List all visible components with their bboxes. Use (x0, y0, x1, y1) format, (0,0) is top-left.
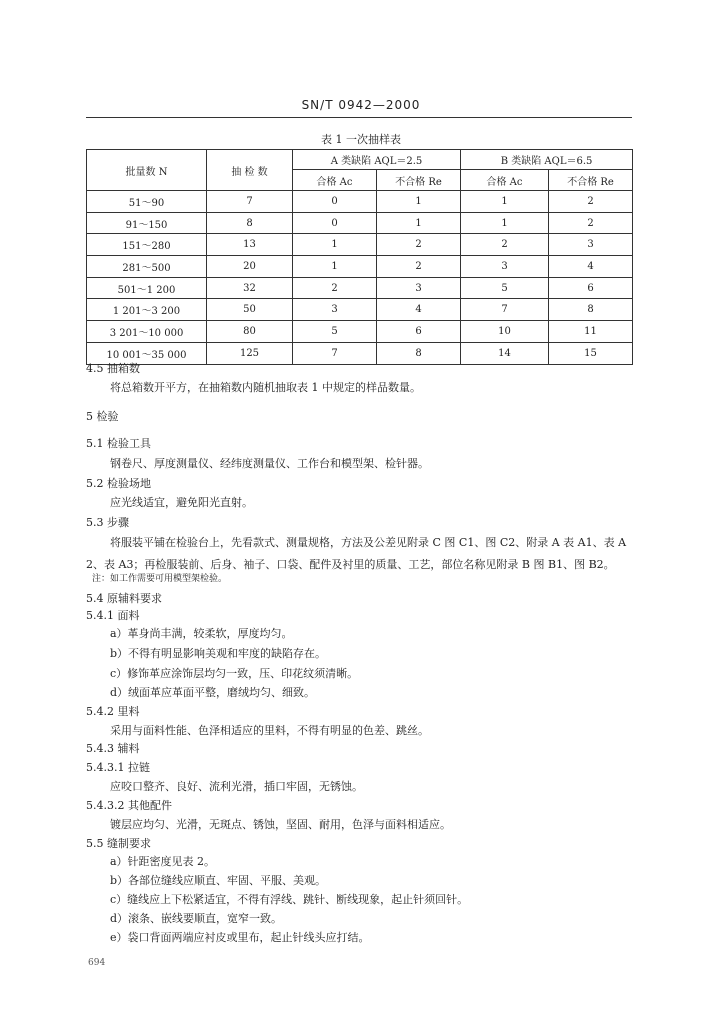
section-5-3-text: 将服装平铺在检验台上，先看款式、测量规格，方法及公差见附录 C 图 C1、图 C2、附录 A 表 A1、表 A2、表 A3；再检服装前、后身、袖子、口袋、配件及衬里的质量、工艺，部位名称见附录 B 图 B1、图 B2。 (86, 536, 627, 571)
section-4-5-heading: 4.5 抽箱数 (86, 362, 140, 375)
group-a-header: A 类缺陷 AQL＝2.5 (293, 150, 461, 170)
table-cell: 3 (549, 234, 633, 256)
table-row (87, 191, 633, 213)
table-cell: 1 (293, 234, 377, 256)
table-cell: 2 (377, 256, 461, 278)
sub-header-b-accept: 合格 Ac (461, 170, 549, 191)
table-cell: 13 (207, 234, 293, 256)
table-cell: 5 (293, 321, 377, 343)
section-5-4-3-2-heading: 5.4.3.2 其他配件 (86, 799, 172, 812)
table-cell: 2 (461, 234, 549, 256)
section-5-3-note: 注：如工作需要可用模型架检验。 (92, 574, 228, 584)
section-5-5-c: c）缝线应上下松紧适宜，不得有浮线、跳针、断线现象，起止针须回针。 (110, 893, 469, 906)
section-5-2-text: 应光线适宜，避免阳光直射。 (110, 496, 253, 509)
table-cell: 20 (207, 256, 293, 278)
section-5-heading: 5 检验 (86, 410, 119, 423)
group-b-header: B 类缺陷 AQL＝6.5 (461, 150, 633, 170)
table-cell: 0 (293, 212, 377, 234)
table-cell: 10 (461, 321, 549, 343)
section-5-1-text: 钢卷尺、厚度测量仪、经纬度测量仪、工作台和模型架、检针器。 (110, 457, 429, 470)
table-cell: 50 (207, 299, 293, 321)
table-cell: 91～150 (87, 212, 207, 234)
table-cell: 0 (293, 191, 377, 213)
table-row (87, 234, 633, 256)
table-cell: 1 (461, 212, 549, 234)
col-sample-size: 抽 检 数 (207, 150, 293, 191)
sub-header-a-accept: 合格 Ac (293, 170, 377, 191)
table-cell: 1 (293, 256, 377, 278)
section-5-5-e: e）袋口背面两端应衬皮或里布，起止针线头应打结。 (110, 931, 370, 944)
standard-code: SN/T 0942—2000 (301, 98, 421, 112)
table-cell: 8 (377, 342, 461, 364)
table-cell: 7 (293, 342, 377, 364)
table-cell: 15 (549, 342, 633, 364)
table-cell: 3 201～10 000 (87, 321, 207, 343)
table-row (87, 277, 633, 299)
table-cell: 8 (549, 299, 633, 321)
table-row (87, 299, 633, 321)
table-row (87, 212, 633, 234)
table-cell: 7 (461, 299, 549, 321)
section-5-4-3-1-text: 应咬口整齐、良好、流利光滑，插口牢固，无锈蚀。 (110, 780, 363, 793)
table-cell: 281～500 (87, 256, 207, 278)
table-cell: 1 (377, 191, 461, 213)
section-5-5-heading: 5.5 缝制要求 (86, 837, 151, 850)
table-cell: 2 (549, 212, 633, 234)
section-5-4-2-heading: 5.4.2 里料 (86, 705, 140, 718)
section-5-4-1-a: a）革身尚丰满，较柔软，厚度均匀。 (110, 627, 293, 640)
section-5-5-a: a）针距密度见表 2。 (110, 855, 216, 868)
table-cell: 11 (549, 321, 633, 343)
table-row (87, 256, 633, 278)
table-cell: 125 (207, 342, 293, 364)
header-rule (86, 117, 632, 118)
table-cell: 4 (377, 299, 461, 321)
table-cell: 3 (293, 299, 377, 321)
table-cell: 51～90 (87, 191, 207, 213)
table-cell: 80 (207, 321, 293, 343)
section-5-4-3-2-text: 镀层应均匀、光滑，无斑点、锈蚀，坚固、耐用，色泽与面料相适应。 (110, 818, 451, 831)
table-cell: 6 (549, 277, 633, 299)
section-5-5-b: b）各部位缝线应顺直、牢固、平服、美观。 (110, 874, 327, 887)
page-number: 694 (88, 958, 106, 968)
table-cell: 3 (377, 277, 461, 299)
table-cell: 2 (549, 191, 633, 213)
col-lot-size: 批量数 N (87, 150, 207, 191)
table-cell: 151～280 (87, 234, 207, 256)
section-4-5-text: 将总箱数开平方，在抽箱数内随机抽取表 1 中规定的样品数量。 (110, 381, 421, 394)
table-row (87, 342, 633, 364)
section-5-4-3-heading: 5.4.3 辅料 (86, 742, 140, 755)
section-5-4-1-b: b）不得有明显影响美观和牢度的缺陷存在。 (110, 647, 327, 660)
table-cell: 6 (377, 321, 461, 343)
section-5-4-1-d: d）绒面革应革面平整，磨绒均匀、细致。 (110, 686, 316, 699)
table-cell: 8 (207, 212, 293, 234)
section-5-4-1-c: c）修饰革应涂饰层均匀一致，压、印花纹须清晰。 (110, 667, 359, 680)
table-row (87, 321, 633, 343)
table-cell: 2 (293, 277, 377, 299)
section-5-4-1-heading: 5.4.1 面料 (86, 609, 140, 622)
table-cell: 32 (207, 277, 293, 299)
table-cell: 10 001～35 000 (87, 342, 207, 364)
table-cell: 2 (377, 234, 461, 256)
section-5-2-heading: 5.2 检验场地 (86, 477, 151, 490)
section-5-4-3-1-heading: 5.4.3.1 拉链 (86, 761, 150, 774)
table-cell: 7 (207, 191, 293, 213)
section-5-3-heading: 5.3 步骤 (86, 516, 129, 529)
table-cell: 501～1 200 (87, 277, 207, 299)
table-cell: 14 (461, 342, 549, 364)
section-5-4-2-text: 采用与面料性能、色泽相适应的里料，不得有明显的色差、跳丝。 (110, 724, 429, 737)
table-cell: 4 (549, 256, 633, 278)
table-cell: 3 (461, 256, 549, 278)
table-cell: 1 (377, 212, 461, 234)
section-5-1-heading: 5.1 检验工具 (86, 437, 151, 450)
table-cell: 1 (461, 191, 549, 213)
section-5-5-d: d）滚条、嵌线要顺直，宽窄一致。 (110, 912, 283, 925)
sampling-table (86, 149, 633, 365)
table-cell: 1 201～3 200 (87, 299, 207, 321)
table-title: 表 1 一次抽样表 (321, 133, 401, 146)
table-cell: 5 (461, 277, 549, 299)
sub-header-a-reject: 不合格 Re (377, 170, 461, 191)
sub-header-b-reject: 不合格 Re (549, 170, 633, 191)
section-5-4-heading: 5.4 原辅料要求 (86, 592, 162, 605)
